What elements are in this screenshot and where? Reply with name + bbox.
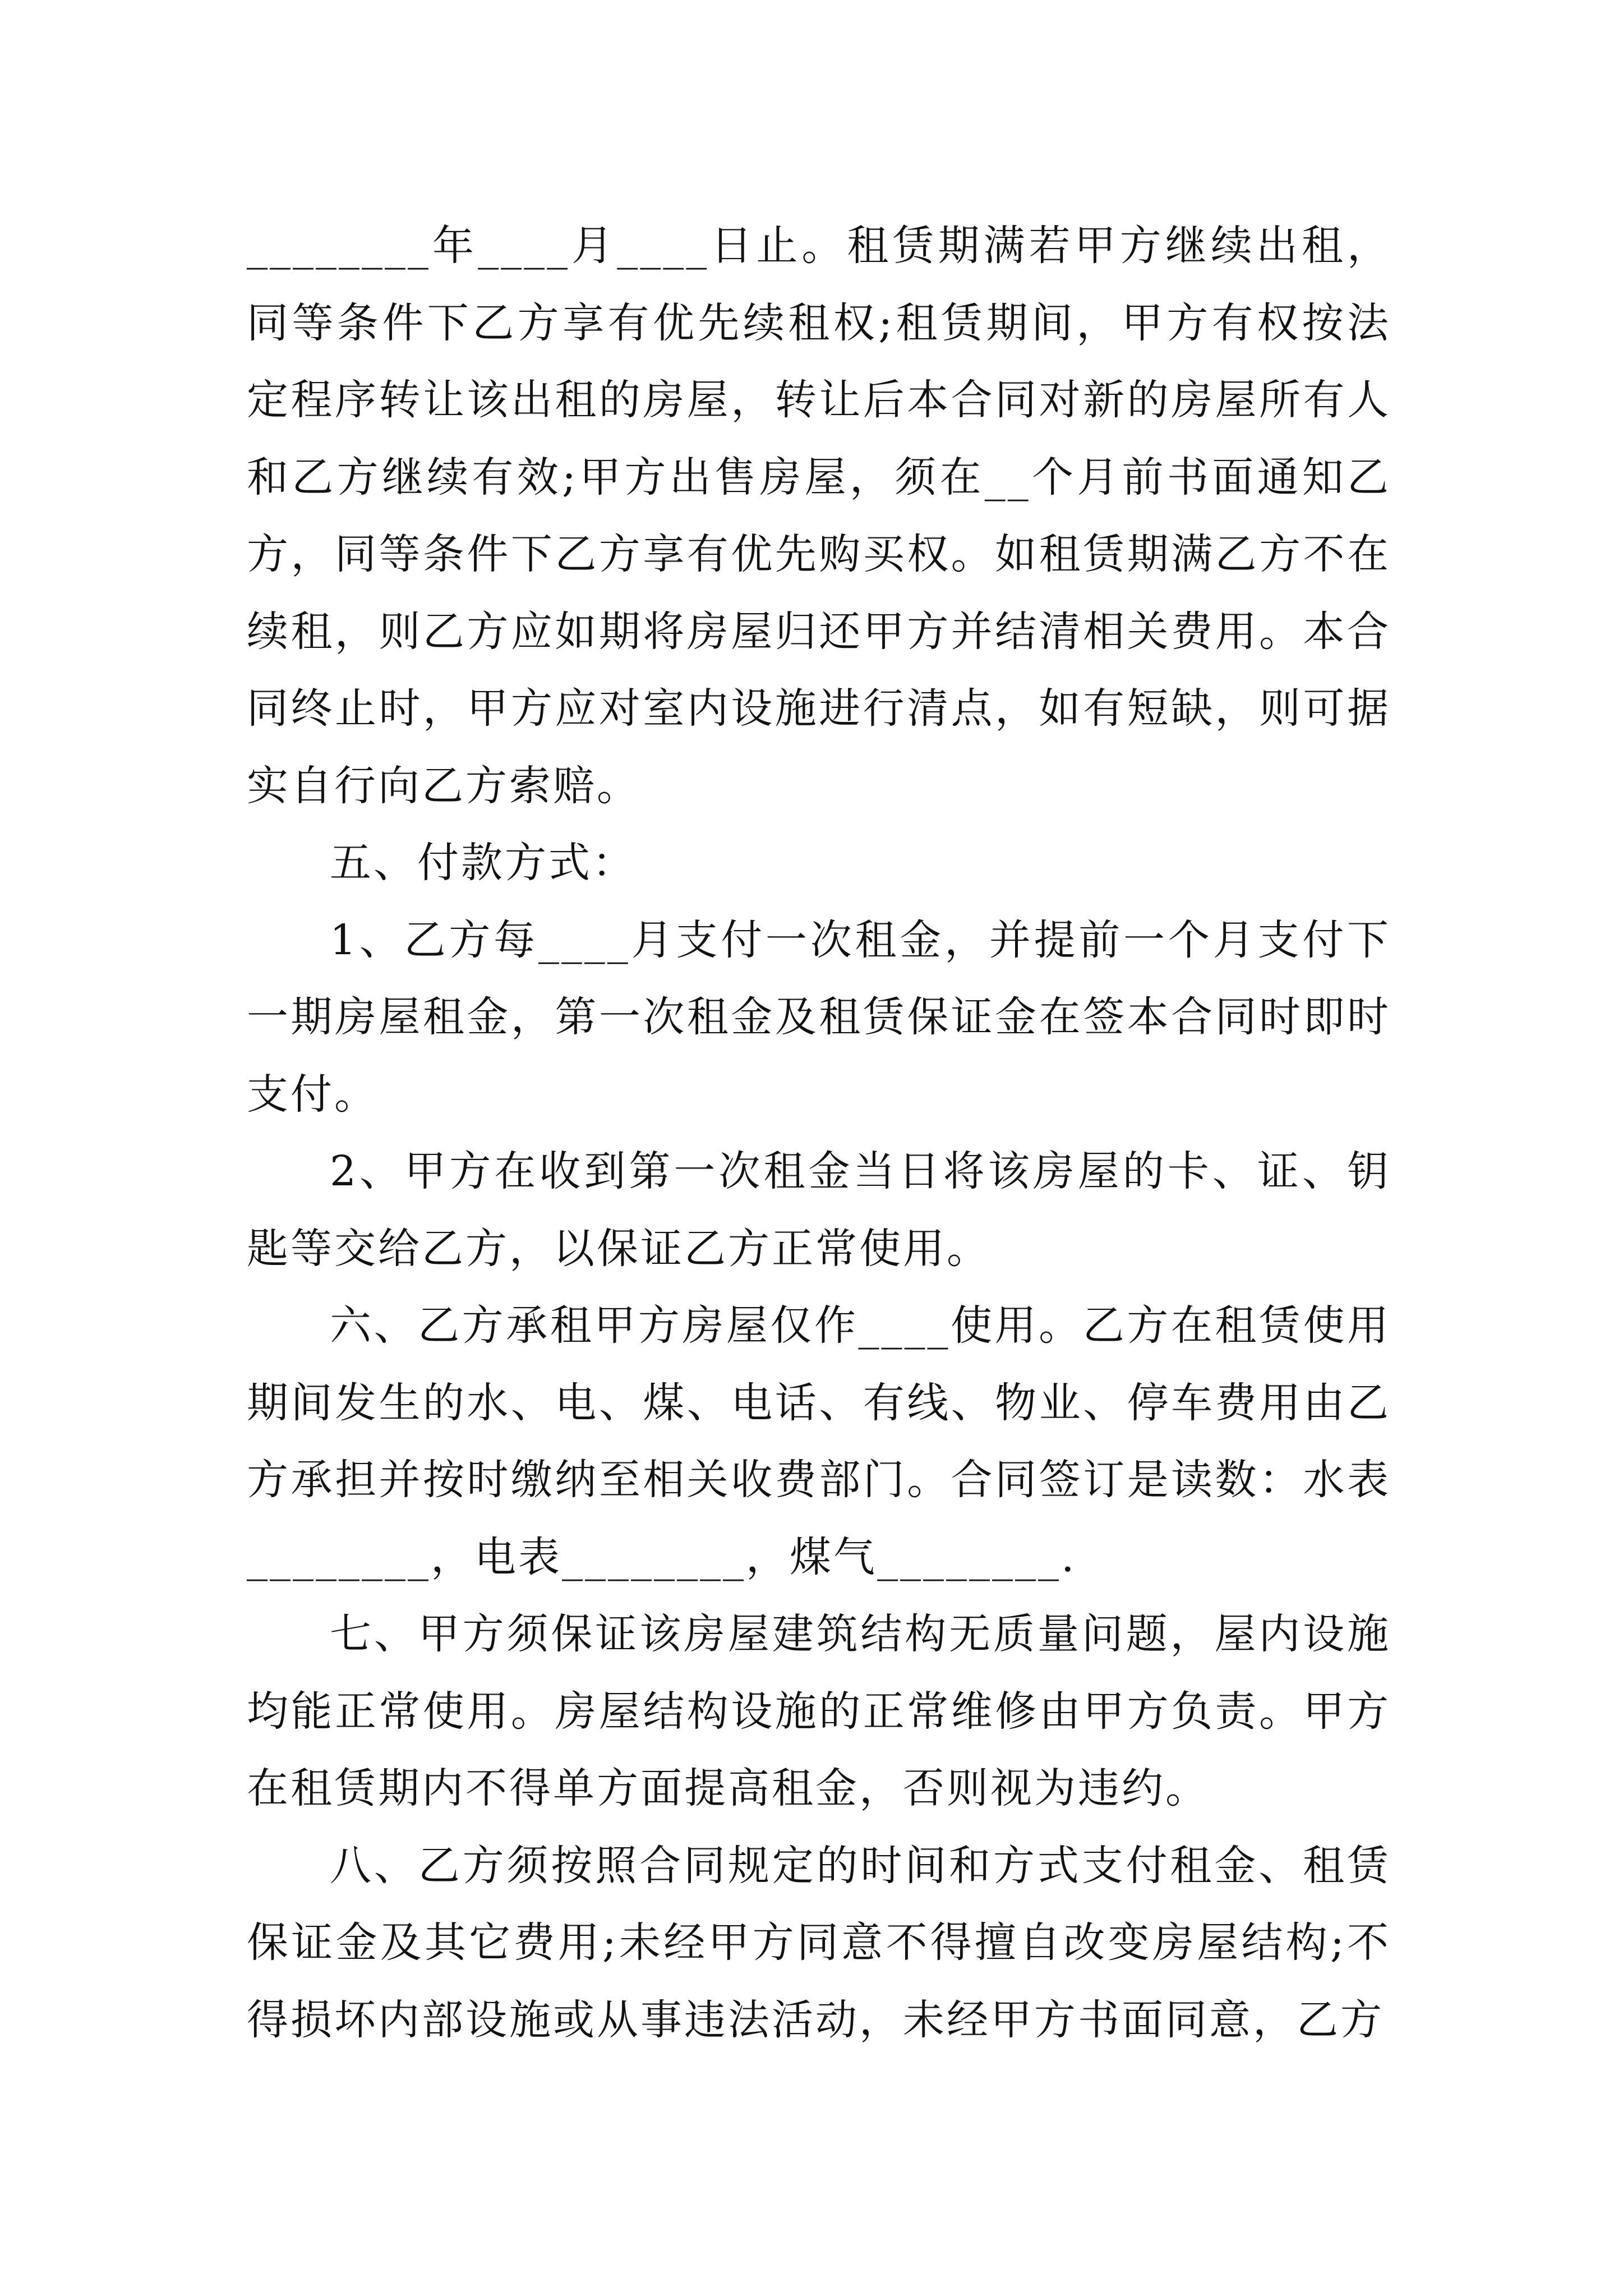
- paragraph-section-5-item-1: 1、乙方每____月支付一次租金，并提前一个月支付下一期房屋租金，第一次租金及租赁保证金在签本合同时即时支付。: [247, 915, 1391, 1119]
- paragraph-lease-term-continuation: ________年____月____日止。租赁期满若甲方继续出租，同等条件下乙方享有优先续租权;租赁期间，甲方有权按法定程序转让该出租的房屋，转让后本合同对新的房屋所有人和乙方继续有效;甲方出售房屋，须在__个月前书面通知乙方，同等条件下乙方享有优先购买权。如租赁期满乙方不在续租，则乙方应如期将房屋归还甲方并结清相关费用。本合同终止时，甲方应对室内设施进行清点，如有短缺，则可据实自行向乙方索赔。: [247, 222, 1391, 810]
- paragraph-section-7: 七、甲方须保证该房屋建筑结构无质量问题，屋内设施均能正常使用。房屋结构设施的正常维修由甲方负责。甲方在租赁期内不得单方面提高租金，否则视为违约。: [247, 1610, 1391, 1812]
- paragraph-section-8: 八、乙方须按照合同规定的时间和方式支付租金、租赁保证金及其它费用;未经甲方同意不得擅自改变房屋结构;不得损坏内部设施或从事违法活动，未经甲方书面同意，乙方: [247, 1841, 1391, 2044]
- document-body: [247, 208, 1391, 2059]
- paragraph-section-6: 六、乙方承租甲方房屋仅作____使用。乙方在租赁使用期间发生的水、电、煤、电话、有线、物业、停车费用由乙方承担并按时缴纳至相关收费部门。合同签订是读数：水表________，电表________，煤气________.: [247, 1301, 1391, 1581]
- heading-section-5-payment-method: 五、付款方式：: [330, 839, 636, 887]
- paragraph-section-5-item-2: 2、甲方在收到第一次租金当日将该房屋的卡、证、钥匙等交给乙方，以保证乙方正常使用。: [247, 1147, 1391, 1273]
